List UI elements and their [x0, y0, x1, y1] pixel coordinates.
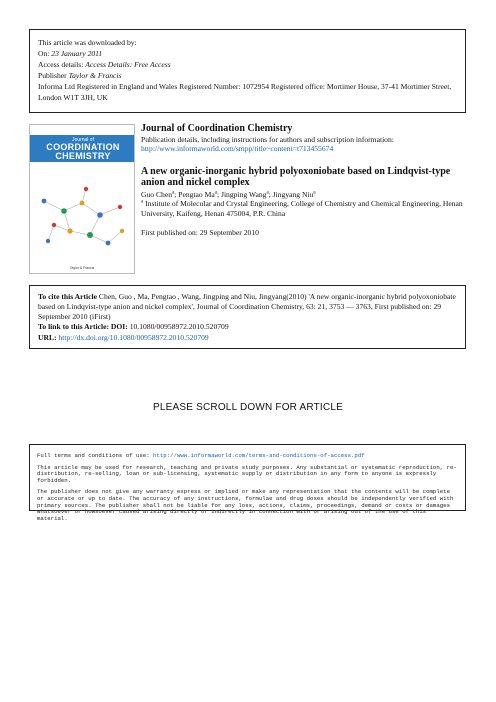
scroll-down-notice: PLEASE SCROLL DOWN FOR ARTICLE	[153, 402, 343, 413]
affiliation-text: Institute of Molecular and Crystal Engineering, College of Chemistry and Chemical Engineering, Henan University, Kaifeng, Henan 475004, P.R. China	[141, 199, 463, 218]
terms-paragraph-2: The publisher does not give any warranty express or implied or make any representation that the contents will be complete or accurate or up to date. The accuracy of any instructions, formulae and drug doses should be independently verified with primary sources. The publisher shall not be liable for any loss, actions, claims, proceedings, demand or costs or damages whatsoever or howsoever caused arising directly or indirectly in connection with or arising out of the use of this material.	[37, 488, 454, 522]
access-value: Access Details: Free Access	[85, 60, 171, 69]
affiliation-marker: a	[313, 190, 316, 196]
terms-paragraph-1: This article may be used for research, teaching and private study purposes. Any substantial or systematic reproduction, re-distribution, re-selling, loan or sub-licensing, systematic supply or distribution in any form to anyone is expressly forbidden.	[37, 463, 457, 484]
citation-box	[29, 285, 466, 349]
journal-title: Journal of Coordination Chemistry	[141, 123, 293, 134]
cover-title-band	[30, 135, 135, 162]
on-label: On:	[38, 49, 52, 58]
author-4: ; Jingyang Niu	[268, 189, 314, 199]
publication-details: Publication details, including instructions for authors and subscription information:	[141, 134, 394, 144]
doi-label: To link to this Article: DOI:	[38, 322, 128, 332]
terms-box	[29, 444, 466, 522]
affiliation-marker: a	[141, 199, 144, 205]
doi-value: 10.1080/00958972.2010.520709	[127, 322, 229, 332]
first-published: First published on: 29 September 2010	[141, 227, 259, 237]
access-details-line	[38, 59, 457, 70]
affiliation-marker: a	[172, 190, 175, 196]
url-label: URL:	[38, 333, 57, 343]
author-1: Guo Chen	[141, 189, 173, 199]
affiliation	[141, 199, 466, 218]
publisher-name: Taylor & Francis	[68, 71, 122, 80]
publisher-label: Publisher	[38, 71, 69, 80]
journal-info	[141, 124, 466, 237]
cover-word-chemistry: CHEMISTRY	[55, 151, 111, 161]
doi-line	[38, 322, 457, 332]
author-2: ; Pengtao Ma	[174, 189, 215, 199]
full-terms-label: Full terms and conditions of use:	[37, 452, 154, 459]
cite-paragraph	[38, 292, 457, 321]
cite-text: Chen, Guo , Ma, Pengtao , Wang, Jingping and Niu, Jingyang(2010) 'A new organic-inorganic hybrid polyoxoniobate based on Lindqvist-type anion and nickel complex', Journal of Coordination Chemistry, 63: 21, 3753 — 3763, First published on: 29 September 2010 (iFirst)	[38, 292, 456, 321]
affiliation-marker: a	[214, 190, 217, 196]
cover-journal-name	[30, 143, 135, 161]
affiliation-marker: a	[266, 190, 269, 196]
registered-office: Informa Ltd Registered in England and Wales Registered Number: 1072954 Registered office: Mortimer House, 37-41 Mortimer Street, London W1T 3JH, UK	[38, 82, 452, 102]
url-line	[38, 333, 457, 343]
cite-label: To cite this Article	[38, 292, 97, 301]
download-info-box	[29, 29, 466, 113]
downloaded-by-line: This article was downloaded by:	[38, 38, 137, 47]
author-3: ; Jingping Wang	[216, 189, 267, 199]
cover-publisher-logo: Taylor & Francis	[69, 266, 95, 270]
download-date-line	[38, 48, 457, 59]
author-list	[141, 190, 466, 200]
terms-link[interactable]: http://www.informaworld.com/terms-and-conditions-of-access.pdf	[153, 452, 365, 459]
journal-subscription-link[interactable]: http://www.informaworld.com/smpp/title~content=t713455674	[141, 144, 334, 154]
publisher-line	[38, 70, 457, 81]
download-date: 23 January 2011	[51, 49, 103, 58]
article-url-link[interactable]: http://dx.doi.org/10.1080/00958972.2010.520709	[56, 333, 209, 343]
article-title: A new organic-inorganic hybrid polyoxoniobate based on Lindqvist-type anion and nickel complex	[141, 165, 451, 189]
cover-journal-of: Journal of	[72, 137, 94, 143]
cover-word-coordination: COORDINATION	[46, 142, 120, 152]
journal-cover-image	[29, 124, 135, 274]
full-terms-line	[37, 453, 458, 460]
cover-molecule-graphic	[34, 181, 132, 257]
access-label: Access details:	[38, 60, 86, 69]
